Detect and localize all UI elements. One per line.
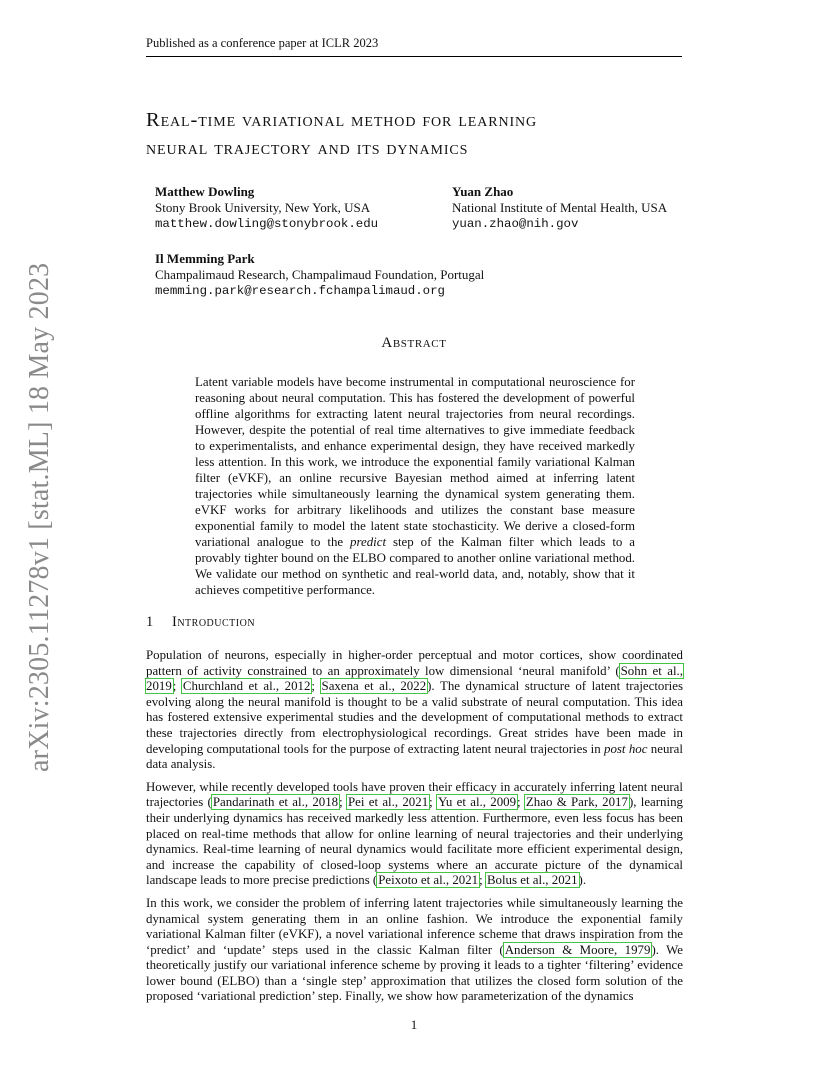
text-run: ). The dynamical structure of latent trajectories evolving along the neural manifold is thought to be a valid substrate of neural computation. This idea has fostered extensive experimental studies and the development of computational methods to extract these trajectories directly from electrophysiological recordings. Great strides have been made in developing computational tools for the purpose of extracting latent neural trajectories in xyxy=(146,679,683,756)
author-email: yuan.zhao@nih.gov xyxy=(452,217,579,231)
citation-link[interactable]: Saxena et al., 2022 xyxy=(321,679,427,694)
section-body xyxy=(146,648,683,1012)
title-line-2: neural trajectory and its dynamics xyxy=(146,137,469,159)
text-run: Population of neurons, especially in higher-order perceptual and motor cortices, show coordinated pattern of activity constrained to an approximately low dimensional ‘neural manifold’ ( xyxy=(146,648,683,678)
text-run: ; xyxy=(429,795,438,810)
section-number: 1 xyxy=(146,614,154,630)
author-email: matthew.dowling@stonybrook.edu xyxy=(155,217,379,231)
text-run: neural data analysis. xyxy=(146,741,683,772)
citation-link[interactable]: Pandarinath et al., 2018 xyxy=(212,795,339,810)
text-run: ; xyxy=(479,873,486,888)
running-header: Published as a conference paper at ICLR 2023 xyxy=(146,36,682,57)
abstract-part-1: Latent variable models have become instrumental in computational neuroscience for reasoning about neural computation. This has fostered the development of powerful offline algorithms for extracting latent neural trajectories from neural recordings. However, despite the potential of real time alternatives to give immediate feedback to experimentalists, and enhance experimental design, they have received markedly less attention. In this work, we introduce the exponential family variational Kalman filter (eVKF), an online recursive Bayesian method aimed at inferring latent trajectories while simultaneously learning the dynamical system generating them. eVKF works for arbitrary likelihoods and utilizes the constant base measure exponential family to model the latent state stochasticity. We derive a closed-form variational analogue to the xyxy=(195,375,635,549)
author-name: Il Memming Park xyxy=(155,251,255,266)
text-run: ). We theoretically justify our variational inference scheme by proving it leads to a tighter ‘filtering’ evidence lower bound (ELBO) than a ‘single step’ approximation that utilizes the closed form solution of the proposed ‘variational prediction’ step. Finally, we show how parameterization of the dynamics xyxy=(146,942,683,1004)
text-run: In this work, we consider the problem of inferring latent trajectories while simultaneously learning the dynamical system generating them in an online fashion. We introduce the exponential family variational Kalman filter (eVKF), a novel variational inference scheme that draws inspiration from the ‘predict’ and ‘update’ steps used in the classic Kalman filter ( xyxy=(146,895,683,957)
author-affiliation: Champalimaud Research, Champalimaud Foundation, Portugal xyxy=(155,267,485,282)
arxiv-identifier: arXiv:2305.11278v1 [stat.ML] 18 May 2023 xyxy=(24,262,55,772)
author-block-2 xyxy=(452,184,667,232)
author-affiliation: Stony Brook University, New York, USA xyxy=(155,200,371,215)
author-block-1 xyxy=(155,184,378,232)
citation-link[interactable]: Anderson & Moore, 1979 xyxy=(504,942,651,957)
paragraph-3 xyxy=(146,896,683,1005)
citation-link[interactable]: Churchland et al., 2012 xyxy=(182,679,311,694)
citation-link[interactable]: Yu et al., 2009 xyxy=(438,795,517,810)
text-run: However, while recently developed tools have proven their efficacy in accurately inferring latent neural trajectories ( xyxy=(146,779,683,810)
paragraph-1 xyxy=(146,648,683,773)
text-run: ), learning their underlying dynamics has received markedly less attention. Furthermore, even less focus has been placed on real-time methods that allow for online learning of neural trajectories and their underlying dynamics. Real-time learning of neural dynamics would facilitate more efficient experimental design, and increase the capability of closed-loop systems where an accurate picture of the dynamical landscape leads to more precise predictions ( xyxy=(146,795,683,888)
text-run: ). xyxy=(578,873,587,888)
paragraph-2 xyxy=(146,780,683,889)
author-email: memming.park@research.fchampalimaud.org xyxy=(155,284,445,298)
section-title: Introduction xyxy=(172,614,256,630)
page-number: 1 xyxy=(410,1017,418,1032)
text-run: ; xyxy=(172,679,182,694)
citation-link[interactable]: Bolus et al., 2021 xyxy=(486,873,578,888)
citation-link[interactable]: Pei et al., 2021 xyxy=(347,795,429,810)
abstract-emphasis: predict xyxy=(350,535,387,549)
abstract-part-2: step of the Kalman filter which leads to a provably tighter bound on the ELBO compared to another online variational method. We validate our method on synthetic and real-world data, and, notably, show that it achieves competitive performance. xyxy=(195,535,635,597)
title-line-1: Real-time variational method for learning xyxy=(146,109,538,131)
author-block-3 xyxy=(155,251,484,299)
author-name: Matthew Dowling xyxy=(155,184,255,199)
text-run: ; xyxy=(517,795,525,810)
author-affiliation: National Institute of Mental Health, USA xyxy=(452,200,668,215)
citation-link[interactable]: Peixoto et al., 2021 xyxy=(378,873,479,888)
citation-link[interactable]: Zhao & Park, 2017 xyxy=(525,795,628,810)
text-run: ; xyxy=(339,795,347,810)
abstract-heading: Abstract xyxy=(381,335,447,351)
author-name: Yuan Zhao xyxy=(452,184,514,199)
text-run: ; xyxy=(311,679,321,694)
abstract-text xyxy=(195,374,635,598)
emphasis: post hoc xyxy=(604,741,648,756)
paper-title xyxy=(146,106,706,162)
citation-link[interactable]: Sohn et al., 2019 xyxy=(146,663,683,694)
section-heading xyxy=(146,614,255,631)
